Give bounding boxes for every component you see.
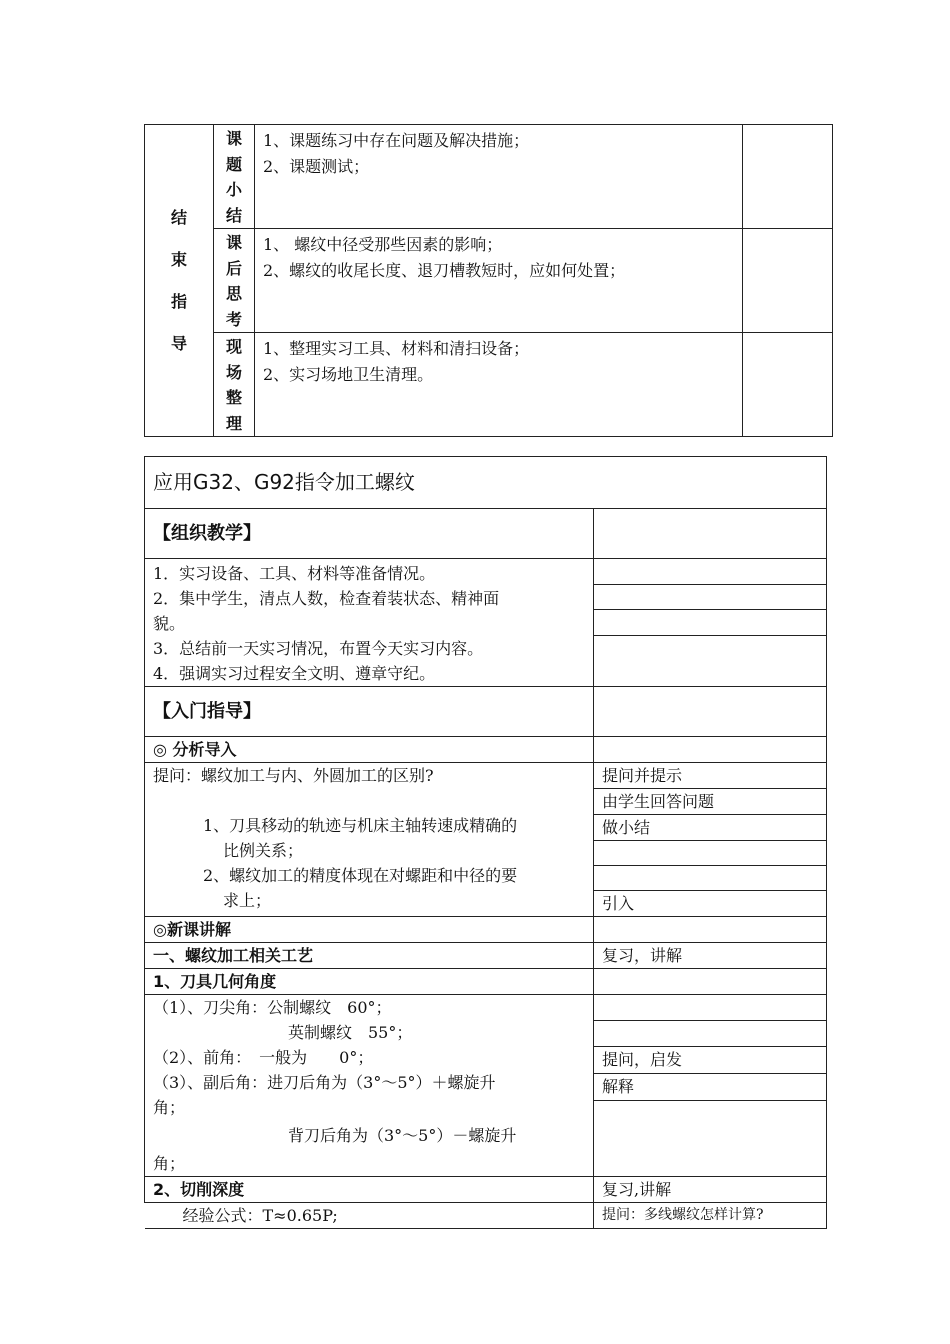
side-char: 束 [170,249,187,269]
empty-cell [743,125,833,229]
label-char: 结 [225,205,242,225]
empty-cell [594,969,827,995]
empty-cell [594,635,827,686]
label-char: 课 [225,233,242,252]
text-line: 1、整理实习工具、材料和清扫设备； [263,339,530,358]
angle-text: 角； [153,1154,186,1173]
label-char: 题 [225,154,242,174]
org-item: 4．强调实习过程安全文明、遵章守纪。 [153,664,436,683]
label-char: 整 [225,388,242,407]
analysis-content [145,763,594,917]
summary-content [255,125,743,229]
analysis-heading: ◎ 分析导入 [145,737,594,763]
question-text: 提问：螺纹加工与内、外圆加工的区别? [153,766,434,785]
new-lesson-heading: ◎新课讲解 [145,917,594,943]
angle-text: 背刀后角为（3°～5°）－螺旋升 [288,1126,517,1145]
lesson-title: 应用G32、G92指令加工螺纹 [145,457,827,509]
label-char: 考 [225,309,242,329]
empty-cell [594,687,827,737]
org-item: 2．集中学生，清点人数，检查着装状态、精神面 [153,589,500,608]
closing-guidance-table [144,124,833,437]
note-review1: 复习，讲解 [594,943,827,969]
empty-cell [594,509,827,559]
note-review2: 复习,讲解 [594,1177,827,1203]
note-student-answer: 由学生回答问题 [594,789,827,815]
intro-heading: 【入门指导】 [145,687,594,737]
org-item: 貌。 [153,614,186,633]
cleanup-content [255,333,743,437]
angle-text: （2）、前角： 一般为 0°； [153,1048,374,1067]
label-char: 小 [225,180,242,199]
empty-cell [594,559,827,585]
empty-cell [743,229,833,333]
empty-cell [743,333,833,437]
closing-guidance-label [145,125,214,437]
point-text: 2、螺纹加工的精度体现在对螺距和中径的要 [203,866,518,885]
note-ask-hint: 提问并提示 [594,763,827,789]
reflection-content [255,229,743,333]
org-items [145,559,594,687]
label-char: 后 [225,258,242,278]
label-char: 思 [225,284,242,303]
side-char: 指 [170,291,187,311]
empty-cell [594,610,827,636]
label-char: 现 [225,337,242,356]
row-label-reflection [214,229,255,333]
text-line: 2、实习场地卫生清理。 [263,365,434,384]
note-explain: 解释 [594,1074,827,1101]
empty-cell [594,1021,827,1047]
empty-cell [594,841,827,866]
note-summary: 做小结 [594,815,827,841]
empty-cell [594,917,827,943]
empty-cell [594,737,827,763]
point-text: 1、刀具移动的轨迹与机床主轴转速成精确的 [203,816,518,835]
section1-heading: 一、螺纹加工相关工艺 [145,943,594,969]
note-ask-multi: 提问：多线螺纹怎样计算? [594,1203,827,1229]
sub2-heading: 2、切削深度 [145,1177,594,1203]
angles-content [145,995,594,1177]
text-line: 1、 螺纹中径受那些因素的影响； [263,235,503,254]
org-heading: 【组织教学】 [145,509,594,559]
org-item: 1．实习设备、工具、材料等准备情况。 [153,564,436,583]
lesson-plan-table [144,456,827,1229]
empty-cell [594,995,827,1021]
side-char: 结 [170,207,187,227]
text-line: 2、课题测试； [263,157,370,176]
angle-text: 角； [153,1098,186,1117]
empty-cell [594,866,827,891]
text-line: 1、课题练习中存在问题及解决措施； [263,131,530,150]
text-line: 2、螺纹的收尾长度、退刀槽教短时，应如何处置； [263,261,626,280]
label-char: 课 [225,129,242,148]
angle-text: （3）、副后角：进刀后角为（3°～5°）＋螺旋升 [153,1073,496,1092]
row-label-cleanup [214,333,255,437]
formula-text: 经验公式：T≈0.65P; [145,1203,594,1229]
angle-text: （1）、刀尖角：公制螺纹 60°； [153,998,392,1017]
label-char: 理 [225,413,242,433]
note-ask-inspire: 提问，启发 [594,1047,827,1074]
point-text: 比例关系； [223,841,304,860]
org-item: 3．总结前一天实习情况，布置今天实习内容。 [153,639,484,658]
point-text: 求上； [223,891,272,910]
side-char: 导 [170,333,187,353]
row-label-summary [214,125,255,229]
angle-text: 英制螺纹 55°； [288,1023,413,1042]
empty-cell [594,584,827,610]
label-char: 场 [225,362,242,382]
sub1-heading: 1、刀具几何角度 [145,969,594,995]
note-lead-in: 引入 [594,891,827,917]
empty-cell [594,1101,827,1177]
